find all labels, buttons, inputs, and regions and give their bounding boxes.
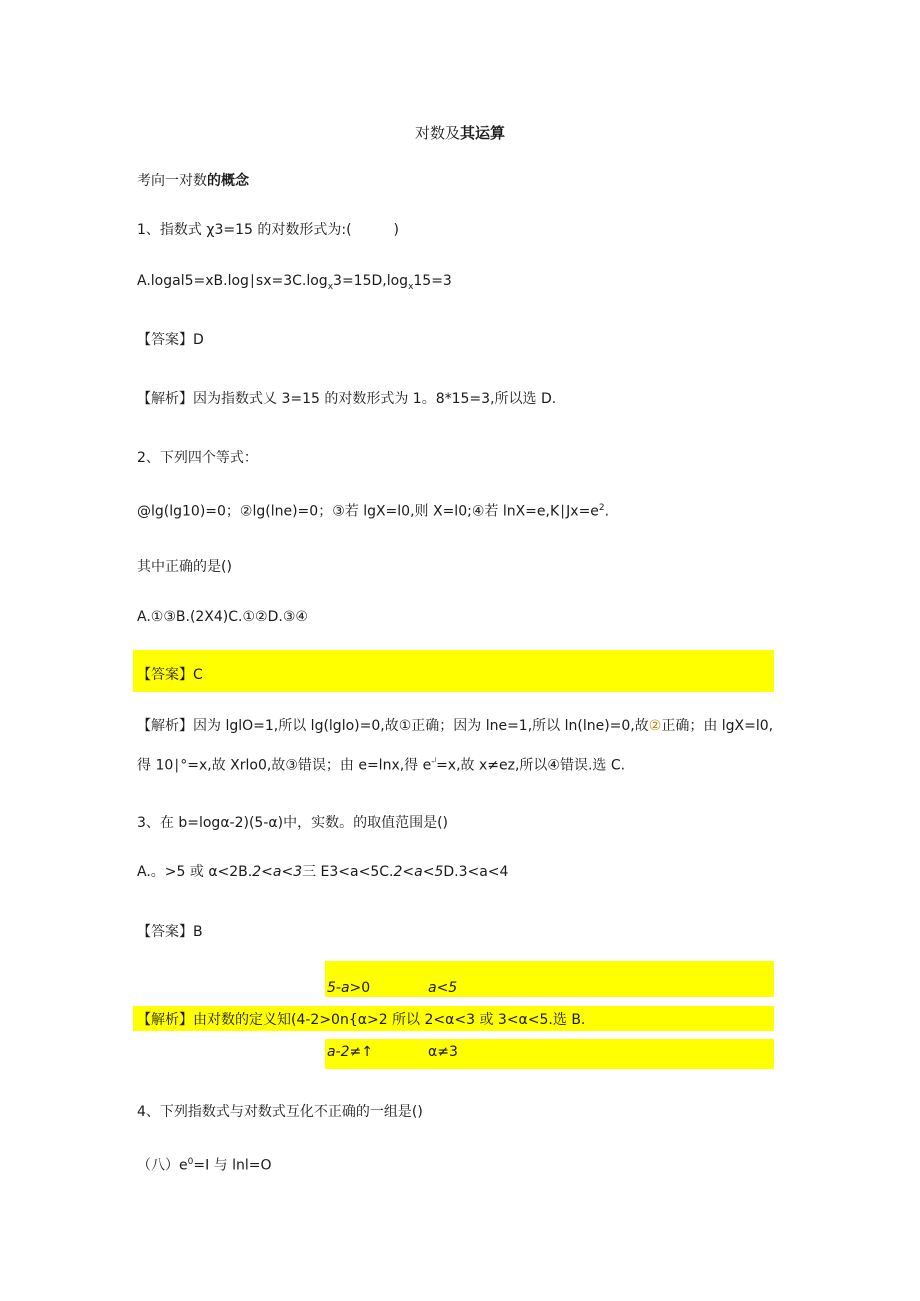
highlight-q3-row1	[325, 961, 774, 997]
q3-system-row3-right: α≠3	[428, 1044, 458, 1060]
q3-answer: 【答案】B	[137, 924, 203, 940]
highlight-q3-row3	[325, 1039, 774, 1069]
q1-answer: 【答案】D	[137, 332, 204, 348]
q3-stem: 3、在 b=logα-2)(5-α)中，实数。的取值范围是()	[137, 815, 449, 831]
q2-question: 其中正确的是()	[137, 559, 232, 575]
q3-system-row1-left: 5-a>0	[327, 980, 371, 996]
q2-stem: 2、下列四个等式：	[137, 450, 258, 466]
q2-options: A.①③B.(2X4)C.①②D.③④	[137, 609, 308, 625]
q4-option-a: （八）$e^0=I$ 与 lnl=O	[137, 1157, 272, 1174]
q1-options: $A.logal5=xB.\log∣sx=3C.\log_x3=15D,\log_x15=3$	[137, 273, 452, 292]
q2-analysis-line1: 【解析】因为 lglO=1,所以 lg(lglo)=0,故①正确；因为 lne=1,所以 ln(lne)=0,故②正确；由 lgX=l0,	[137, 718, 774, 734]
q3-options: A.。>5 或 α<2B.2<a<3三 E3<a<5C.2<a<5D.3<a<4	[137, 864, 509, 880]
q2-analysis-line2: 得 10∣°=x,故 Xrlo0,故③错误；由 e=lnx,得 $e^{-ʲ}=x$,故 x≠ez,所以④错误.选 C.	[137, 757, 626, 774]
q3-system-row3-left: a-2≠↑	[327, 1044, 374, 1060]
q2-items: @lg(lg10)=0；②lg(lne)=0；③若 lgX=l0,则 X=l0;④若 $\ln X=e,K∣Jx=e^2$.	[137, 503, 610, 520]
q3-system-row1-right: a<5	[428, 980, 458, 996]
highlight-q2-answer	[133, 650, 774, 692]
q1-analysis: 【解析】因为指数式乂 3=15 的对数形式为 1。8*15=3,所以选 D.	[137, 391, 557, 407]
q1-stem: 1、指数式 χ3=15 的对数形式为:( )	[137, 222, 399, 238]
q3-analysis: 【解析】由对数的定义知(4-2>0n{α>2 所以 2<α<3 或 3<α<5.选 B.	[137, 1012, 586, 1028]
q4-stem: 4、下列指数式与对数式互化不正确的一组是()	[137, 1104, 423, 1120]
q2-answer: 【答案】C	[137, 667, 203, 683]
page-title: 对数及其运算	[414, 124, 506, 142]
section-heading: 考向一对数的概念	[137, 173, 249, 189]
